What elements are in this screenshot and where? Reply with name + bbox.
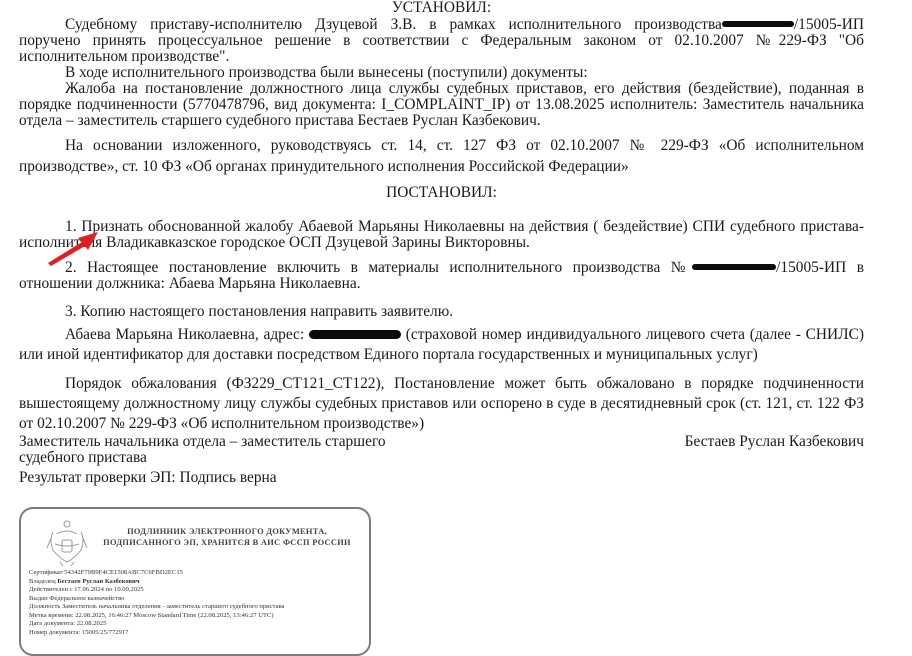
document-page (19, 0, 864, 486)
paragraph-address (19, 325, 864, 365)
paragraph-text: Судебному приставу-исполнителю Дзуцевой З.В. в рамках исполнительного производства (65, 16, 722, 33)
paragraph-assignment (19, 17, 864, 65)
paragraph-text: (страховой номер индивидуального лицевого счета (далее - СНИЛС) или иной идентификатор для доставки посредством Единого портала государственных и муниципальных услуг) (19, 326, 864, 363)
stamp-owner (29, 578, 284, 587)
stamp-timestamp: Метка времени: 22.08.2025, 16:46:27 Moscow Standard Time (22.08.2025, 13:46:27 UTC) (29, 611, 274, 619)
coat-of-arms-icon (45, 518, 89, 568)
heading-established: УСТАНОВИЛ: (391, 0, 492, 16)
redaction-mark (309, 330, 401, 339)
stamp-certificate: Сертификат 54342F79B9F4CE1508ABC7C6FBD2EC15 (29, 569, 183, 576)
paragraph-text: Абаева Марьяна Николаевна, адрес: (65, 326, 305, 343)
signature-check-result: Результат проверки ЭП: Подпись верна (19, 469, 277, 486)
paragraph-legal-basis: На основании изложенного, руководствуясь ст. 14, ст. 127 ФЗ от 02.10.2007 № 229-ФЗ «Об исполнительном производстве», ст. 10 ФЗ «Об органах принудительного исполнения Российской Федерации» (19, 137, 864, 175)
stamp-title-line: ПОДЛИННИК ЭЛЕКТРОННОГО ДОКУМЕНТА, (127, 527, 327, 536)
stamp-details (29, 569, 284, 637)
heading-resolved: ПОСТАНОВИЛ: (386, 184, 497, 201)
redaction-mark (722, 21, 794, 27)
stamp-owner-name: Бестаев Руслан Казбекович (57, 577, 140, 585)
resolution-item-3: 3. Копию настоящего постановления направить заявителю. (65, 303, 454, 320)
paragraph-text: /15005-ИП в отношении должника: Абаева Марьяна Николаевна. (19, 259, 864, 292)
paragraph-appeal: Порядок обжалования (ФЗ229_СТ121_СТ122), Постановление может быть обжаловано в порядке подчиненности вышестоящему должностному лицу службы судебных приставов или оспорено в суде в десятидневный срок (ст. 121, ст. 122 ФЗ от 02.10.2007 № 229-ФЗ «Об исполнительном производстве») (19, 375, 864, 432)
resolution-item-2 (19, 260, 864, 292)
stamp-owner-label: Владелец (29, 577, 56, 585)
stamp-position: Должность Заместитель начальника отделения - заместитель старшего судебного пристава (29, 603, 285, 610)
stamp-title (93, 526, 361, 548)
redaction-mark (692, 264, 776, 270)
stamp-document-number: Номер документа: 15005/25/772917 (29, 628, 129, 636)
signature-row (19, 434, 864, 466)
paragraph-text: 2. Настоящее постановление включить в материалы исполнительного производства № (65, 259, 693, 276)
resolution-item-1: 1. Признать обоснованной жалобу Абаевой Марьяны Николаевны на действия ( бездействие) СПИ судебного пристава-исполнителя Владикавказское городское ОСП Дзуцевой Зарины Викторовны. (19, 218, 864, 251)
signer-name: Бестаев Руслан Казбекович (684, 433, 864, 450)
electronic-signature-stamp (19, 507, 371, 656)
paragraph-documents-intro: В ходе исполнительного производства были вынесены (поступили) документы: (65, 64, 588, 81)
paragraph-text: /15005-ИП поручено принять процессуальное решение в соответствии с Федеральным законом от 02.10.2007 №229-ФЗ "Об исполнительном производстве". (19, 16, 864, 65)
stamp-document-date: Дата документа: 22.08.2025 (29, 620, 107, 627)
stamp-validity: Действителен с 17.06.2024 по 10.09.2025 (29, 586, 144, 593)
annotation-arrow-icon (46, 226, 102, 266)
stamp-issuer: Выдан Федеральное казначейство (29, 594, 125, 602)
signer-position: Заместитель начальника отдела – заместитель старшего судебного пристава (19, 433, 386, 466)
stamp-title-line: ПОДПИСАННОГО ЭП, ХРАНИТСЯ В АИС ФССП РОССИИ (103, 538, 351, 547)
paragraph-complaint: Жалоба на постановление должностного лица службы судебных приставов, его действия (бездействие), поданная в порядке подчиненности (5770478796, вид документа: I_COMPLAINT_IP) от 13.08.2025 исполнитель: Заместитель начальника отдела – заместитель старшего судебного пристава Бестаев Руслан Казбекович. (19, 80, 864, 129)
